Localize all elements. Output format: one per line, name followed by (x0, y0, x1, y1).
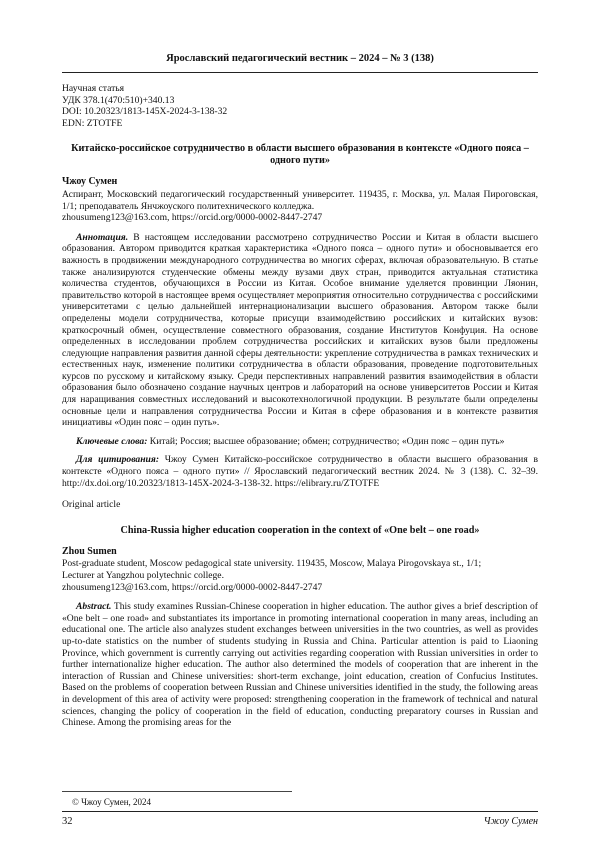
en-affiliation-line-2: Lecturer at Yangzhou polytechnic college. (62, 570, 224, 581)
en-abstract-text: This study examines Russian-Chinese cooperation in higher education. The author gives a brief description of «One belt – one road» and substantiates its importance in promoting international cooperation in many areas, including an educational one. The article also analyzes student exchanges between universities in the two countries, as well as provides up-to-date statistics on the number of students studying in Russia and China. Particular attention is paid to Liaoning Province, which government is currently carrying out activities regarding cooperation with Russian universities in order to further internationalize higher education. The author also determined the models of cooperation that are inherent in the interaction of Russian and Chinese universities: short-term exchange, joint education, creation of Confucius Institutes. Based on the problems of cooperation between Russian and Chinese universities identified in the study, the following areas in development of this area of activity were proposed: strengthening cooperation in the framework of technical and natural sciences, changing the policy of cooperation in the field of education, conducting preparatory courses in Russian and Chinese. Among the promising areas for the (62, 601, 538, 729)
page-number: 32 (62, 816, 73, 827)
ru-keywords (62, 436, 538, 448)
ru-citation-label: Для цитирования: (76, 454, 160, 466)
article-type: Научная статья (62, 83, 125, 94)
en-abstract (62, 601, 538, 729)
ru-metadata (62, 83, 538, 129)
en-title: China-Russia higher education cooperation in the context of «One belt – one road» (120, 524, 480, 536)
ru-title: Китайско-российское сотрудничество в области высшего образования в контексте «Одного пояса – одного пути» (71, 143, 529, 167)
ru-keywords-label: Ключевые слова: (76, 435, 148, 447)
ru-keywords-text: Китай; Россия; высшее образование; обмен; сотрудничество; «Один пояс – один путь» (147, 435, 505, 447)
edn: EDN: ZTOTFE (62, 117, 123, 129)
en-affiliation-line-1: Post-graduate student, Moscow pedagogical state university. 119435, Moscow, Malaya Pirogovskaya st., 1/1; (62, 558, 482, 570)
ru-citation-text: Чжоу Сумен Китайско-российское сотрудничество в области высшего образования в контексте «Одного пояса – одного пути» // Ярославский педагогический вестник 2024. № 3 (138). С. 32–39. http://dx.doi.org/10.20323/1813-145X-2024-3-138-32. https://elibrary.ru/ZTOTFE (62, 454, 538, 489)
ru-citation (62, 454, 538, 489)
ru-affiliation: Аспирант, Московский педагогический государственный университет. 119435, г. Москва, ул. Малая Пироговская, 1/1; преподаватель Янчжоуского политехнического колледжа. (62, 188, 538, 212)
article-body (62, 83, 538, 729)
en-article-type: Original article (62, 499, 121, 511)
footer-divider (62, 811, 538, 812)
ru-abstract-text: В настоящем исследовании рассмотрено сотрудничество России и Китая в области высшего образования. Автором приводится краткая характеристика «Одного пояса – одного пути» и обосновывается его важность в продвижении международного сотрудничества во многих сферах, включая образовательную. В статье также анализируются студенческие обмены между вузами двух стран, приводится актуальная статистика количества студентов, обучающихся в России из Китая. Особое внимание уделяется провинции Ляонин, правительство которой в настоящее время осуществляет мероприятия относительно сотрудничества с российскими университетами с целью дальнейшей интернационализации высшего образования. Автором также были определены модели сотрудничества, которые присущи взаимодействию российских и китайских вузов: краткосрочный обмен, осуществление совместного образования, создание Институтов Конфуция. На основе определенных в исследовании проблем сотрудничества российских и китайских вузов были предложены следующие направления развития данной сферы деятельности: укрепление сотрудничества в рамках технических и естественных наук, изменение политики сотрудничества в области образования, проведение подготовительных курсов по русскому и китайскому языку. Среди перспективных направлений развития взаимодействия в области образования было обозначено создание научных центров и лабораторий на основе университетов России и Китая для наращивания совместных исследований и высокотехнологичной продукции. В результате были определены основные цели и направления сотрудничества России и Китая в сфере образования и в контексте развития инициативы «Один пояс – один путь». (62, 231, 538, 429)
journal-header: Ярославский педагогический вестник – 2024 – № 3 (138) (166, 53, 434, 64)
ru-abstract-label: Аннотация. (76, 231, 129, 243)
en-contacts: zhousumeng123@163.com, https://orcid.org/0000-0002-8447-2747 (62, 581, 323, 593)
en-author: Zhou Sumen (62, 545, 117, 557)
doi: DOI: 10.20323/1813-145X-2024-3-138-32 (62, 106, 228, 118)
page (62, 0, 538, 848)
udc-code: УДК 378.1(470:510)+340.13 (62, 94, 175, 106)
ru-author: Чжоу Сумен (62, 176, 118, 188)
ru-contacts: zhousumeng123@163.com, https://orcid.org/0000-0002-8447-2747 (62, 212, 323, 224)
copyright-footnote: © Чжоу Сумен, 2024 (72, 797, 152, 807)
header-divider (62, 72, 538, 73)
footnote-divider (62, 791, 292, 792)
ru-abstract (62, 232, 538, 429)
en-abstract-label: Abstract. (76, 601, 112, 613)
running-author: Чжоу Сумен (483, 816, 538, 827)
